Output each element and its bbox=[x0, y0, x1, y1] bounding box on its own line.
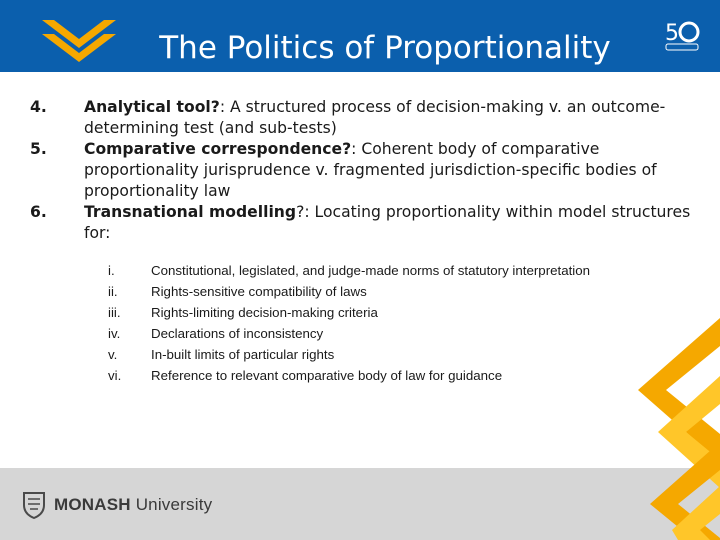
monash-crest-icon bbox=[22, 491, 46, 519]
anniversary-badge-icon bbox=[660, 14, 704, 54]
svg-text:5: 5 bbox=[665, 21, 679, 46]
item-number: 5. bbox=[30, 140, 47, 158]
sub-item-text: Constitutional, legislated, and judge-made norms of statutory interpretation bbox=[151, 263, 591, 278]
sub-item-text: Declarations of inconsistency bbox=[151, 326, 324, 341]
sub-item-numeral: ii. bbox=[108, 284, 118, 299]
footer-chevron-pattern-icon bbox=[582, 318, 720, 540]
logo-wordmark-strong: MONASH bbox=[54, 495, 131, 514]
item-term: Analytical tool? bbox=[84, 98, 220, 116]
list-item-6 bbox=[30, 202, 700, 244]
item-text: : A structured process of decision-making v. an outcome-determining test (and sub-tests) bbox=[84, 98, 666, 137]
header-bar bbox=[0, 0, 720, 72]
logo-wordmark-light: University bbox=[130, 495, 213, 514]
monash-logo bbox=[22, 490, 212, 520]
sub-item-numeral: iv. bbox=[108, 326, 121, 341]
item-term: Comparative correspondence? bbox=[84, 140, 352, 158]
sub-item-text: Reference to relevant comparative body of law for guidance bbox=[151, 368, 503, 383]
sub-item-numeral: iii. bbox=[108, 305, 121, 320]
sub-item-numeral: i. bbox=[108, 263, 115, 278]
list-item-4 bbox=[30, 97, 700, 139]
sub-item-text: In-built limits of particular rights bbox=[151, 347, 335, 362]
sub-item bbox=[108, 260, 688, 281]
item-term: Transnational modelling bbox=[84, 203, 297, 221]
item-number: 6. bbox=[30, 203, 47, 221]
sub-item bbox=[108, 281, 688, 302]
sub-item-numeral: v. bbox=[108, 347, 118, 362]
slide-title: The Politics of Proportionality bbox=[159, 30, 611, 66]
logo-wordmark bbox=[54, 495, 212, 515]
item-number: 4. bbox=[30, 98, 47, 116]
main-list bbox=[30, 97, 700, 244]
item-text: ?: Locating proportionality within model structures for: bbox=[84, 203, 691, 242]
chevron-logo-icon bbox=[40, 18, 118, 64]
item-text: : Coherent body of comparative proportionality jurisprudence v. fragmented jurisdiction-specific bodies of proportionality law bbox=[84, 140, 657, 200]
sub-item-text: Rights-limiting decision-making criteria bbox=[151, 305, 378, 320]
sub-item-text: Rights-sensitive compatibility of laws bbox=[151, 284, 367, 299]
list-item-5 bbox=[30, 139, 700, 202]
sub-item-numeral: vi. bbox=[108, 368, 122, 383]
